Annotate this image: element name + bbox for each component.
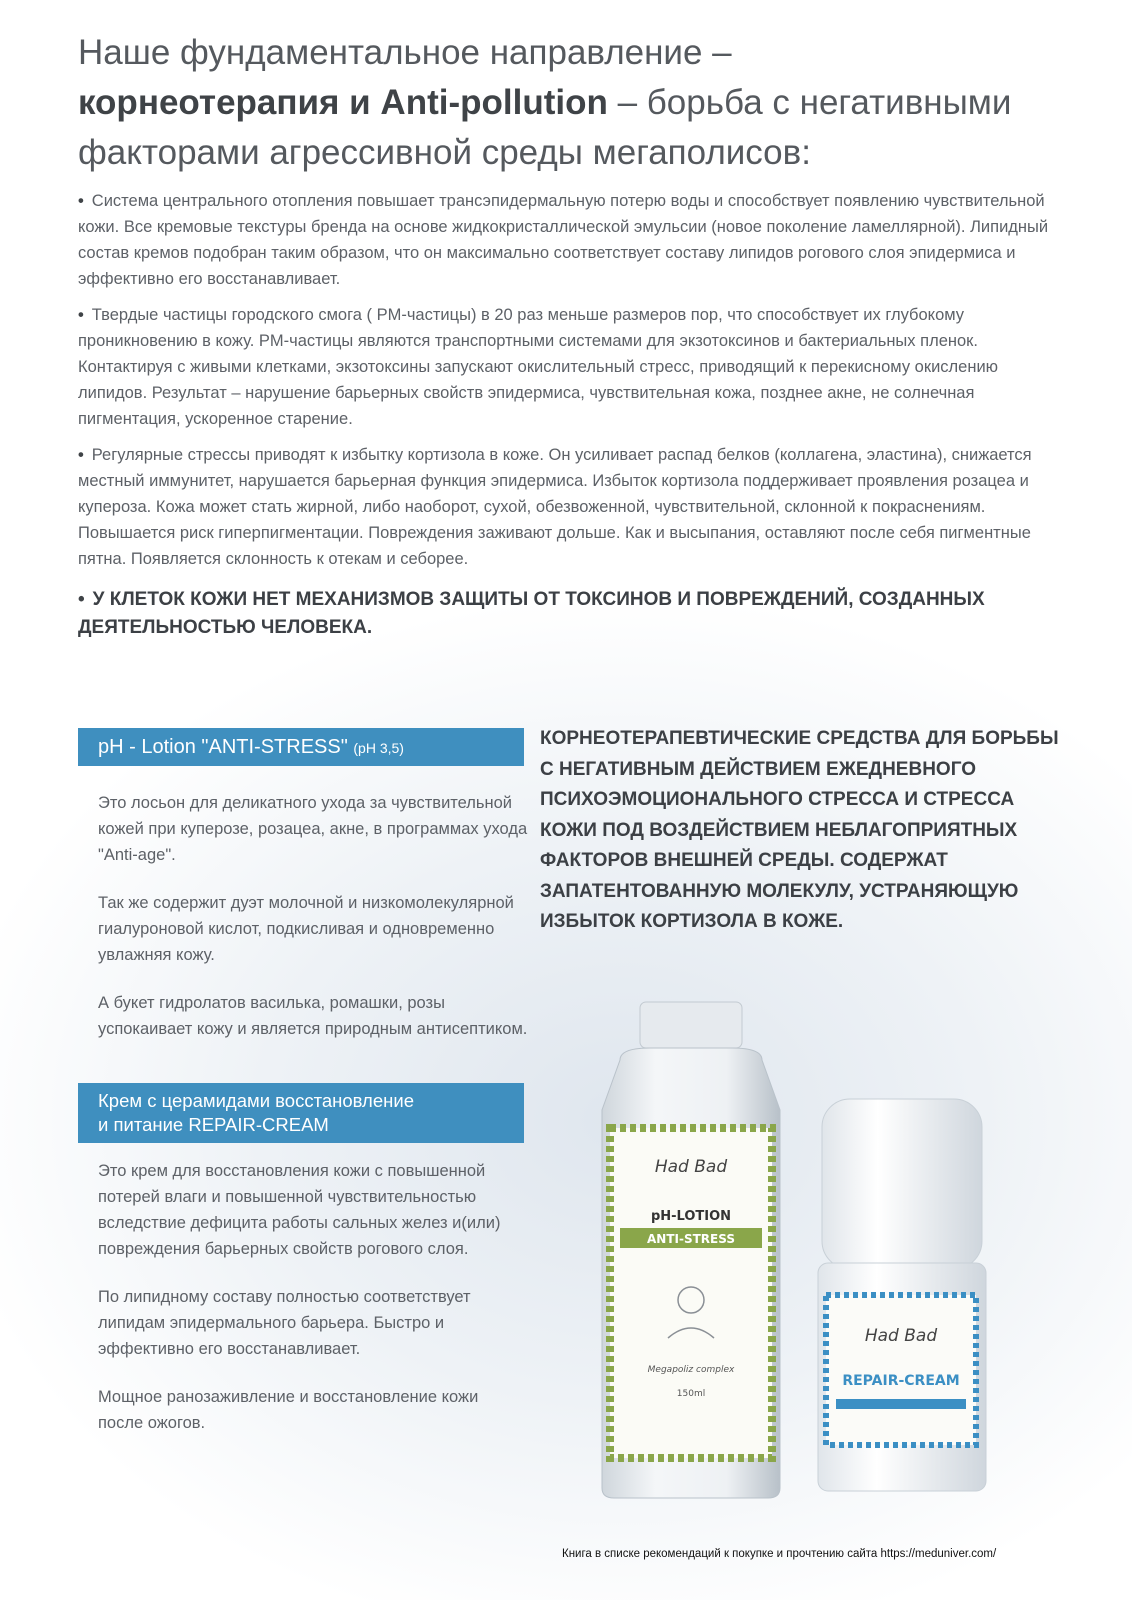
callout-text: КОРНЕОТЕРАПЕВТИЧЕСКИЕ СРЕДСТВА ДЛЯ БОРЬБЫ С НЕГАТИВНЫМ ДЕЙСТВИЕМ ЕЖЕДНЕВНОГО ПСИХОЭМОЦИОНАЛЬНОГО СТРЕССА И СТРЕССА КОЖИ ПОД ВОЗДЕЙСТВИЕМ НЕБЛАГОПРИЯТНЫХ ФАКТОРОВ ВНЕШНЕЙ СРЕДЫ. СОДЕРЖАТ ЗАПАТЕНТОВАННУЮ МОЛЕКУЛУ, УСТРАНЯЮЩУЮ ИЗБЫТОК КОРТИЗОЛА В КОЖЕ. <box>540 728 1059 932</box>
bottle-complex: Megapoliz complex <box>647 1365 735 1375</box>
lotion-bottle-image <box>580 1000 802 1500</box>
bottle-brand: Had Bad <box>654 1157 728 1177</box>
product-1-paragraph: А букет гидролатов василька, ромашки, розы успокаивает кожу и является природным антисептиком. <box>98 994 528 1038</box>
heading-line-1: Наше фундаментальное направление – <box>78 33 732 72</box>
product-1-paragraph: Это лосьон для деликатного ухода за чувствительной кожей при куперозе, розацеа, акне, в программах ухода "Anti-age". <box>98 794 528 864</box>
bullet-dot-icon: • <box>78 589 85 610</box>
product-2-title-line-2: и питание REPAIR-CREAM <box>98 1114 329 1135</box>
bullet-list <box>78 188 1068 652</box>
product-2-description <box>98 1158 528 1458</box>
bottle-product: pH-LOTION <box>650 1209 732 1224</box>
product-1-banner <box>78 728 524 766</box>
bullet-dot-icon: • <box>78 446 84 464</box>
product-2-banner <box>78 1083 524 1143</box>
product-1-paragraph: Так же содержит дуэт молочной и низкомолекулярной гиалуроновой кислот, подкисливая и одновременно увлажняя кожу. <box>98 894 514 964</box>
bullet-item-emphasis: • У КЛЕТОК КОЖИ НЕТ МЕХАНИЗМОВ ЗАЩИТЫ ОТ ТОКСИНОВ И ПОВРЕЖДЕНИЙ, СОЗДАННЫХ ДЕЯТЕЛЬНОСТЬЮ ЧЕЛОВЕКА. <box>78 589 985 638</box>
product-2-paragraph: Мощное ранозаживление и восстановление кожи после ожогов. <box>98 1388 479 1432</box>
heading-line-3: факторами агрессивной среды мегаполисов: <box>78 133 811 172</box>
bullet-item: • Твердые частицы городского смога ( PM-частицы) в 20 раз меньше размеров пор, что способствует их глубокому проникновению в кожу. PM-частицы являются транспортными системами для экзотоксинов и бактериальных пленок. Контактируя с живыми клетками, экзотоксины запускают окислительный стресс, приводящий к перекисному окислению липидов. Результат – нарушение барьерных свойств эпидермиса, чувствительная кожа, позднее акне, не солнечная пигментация, ускоренное старение. <box>78 306 999 428</box>
product-photo <box>580 1000 1040 1520</box>
bottle-volume: 150ml <box>676 1389 706 1399</box>
bullet-item: • Система центрального отопления повышает трансэпидермальную потерю воды и способствует появлению чувствительной кожи. Все кремовые текстуры бренда на основе жидкокристаллической эмульсии (новое поколение ламеллярной). Липидный состав кремов подобран таким образом, что он максимально соответствует составу липидов рогового слоя эпидермиса и эффективно его восстанавливает. <box>78 192 1049 288</box>
bottle-variant: ANTI-STRESS <box>647 1232 735 1246</box>
product-1-description <box>98 790 528 1064</box>
product-1-title: pH - Lotion "ANTI-STRESS" <box>98 736 348 758</box>
footer-note: Книга в списке рекомендаций к покупке и прочтению сайта https://meduniver.com/ <box>562 1548 997 1560</box>
product-2-title-line-1: Крем с церамидами восстановление <box>98 1090 414 1111</box>
bullet-dot-icon: • <box>78 306 84 324</box>
product-1-ph-note: (pH 3,5) <box>353 740 404 756</box>
product-2-paragraph: По липидному составу полностью соответствует липидам эпидермального барьера. Быстро и эффективно его восстанавливает. <box>98 1288 471 1358</box>
product-2-paragraph: Это крем для восстановления кожи с повышенной потерей влаги и повышенной чувствительностью вследствие дефицита работы сальных желез и(или) повреждения барьерных свойств рогового слоя. <box>98 1162 501 1258</box>
jar-product: REPAIR-CREAM <box>842 1373 960 1389</box>
heading-line-2-rest: – борьба с негативными <box>607 83 1012 122</box>
cream-jar-image <box>808 1095 998 1500</box>
bullet-item: • Регулярные стрессы приводят к избытку кортизола в коже. Он усиливает распад белков (коллагена, эластина), снижается местный иммунитет, нарушается барьерная функция эпидермиса. Избыток кортизола поддерживает проявления розацеа и купероза. Кожа может стать жирной, либо наоборот, сухой, обезвоженной, чувствительной, склонной к покраснениям. Повышается риск гиперпигментации. Повреждения заживают дольше. Как и высыпания, оставляют после себя пигментные пятна. Появляется склонность к отекам и себорее. <box>78 446 1032 568</box>
bullet-dot-icon: • <box>78 192 84 210</box>
page-heading <box>78 28 1078 178</box>
jar-brand: Had Bad <box>864 1326 938 1346</box>
heading-line-2-bold: корнеотерапия и Anti-pollution <box>78 83 608 122</box>
